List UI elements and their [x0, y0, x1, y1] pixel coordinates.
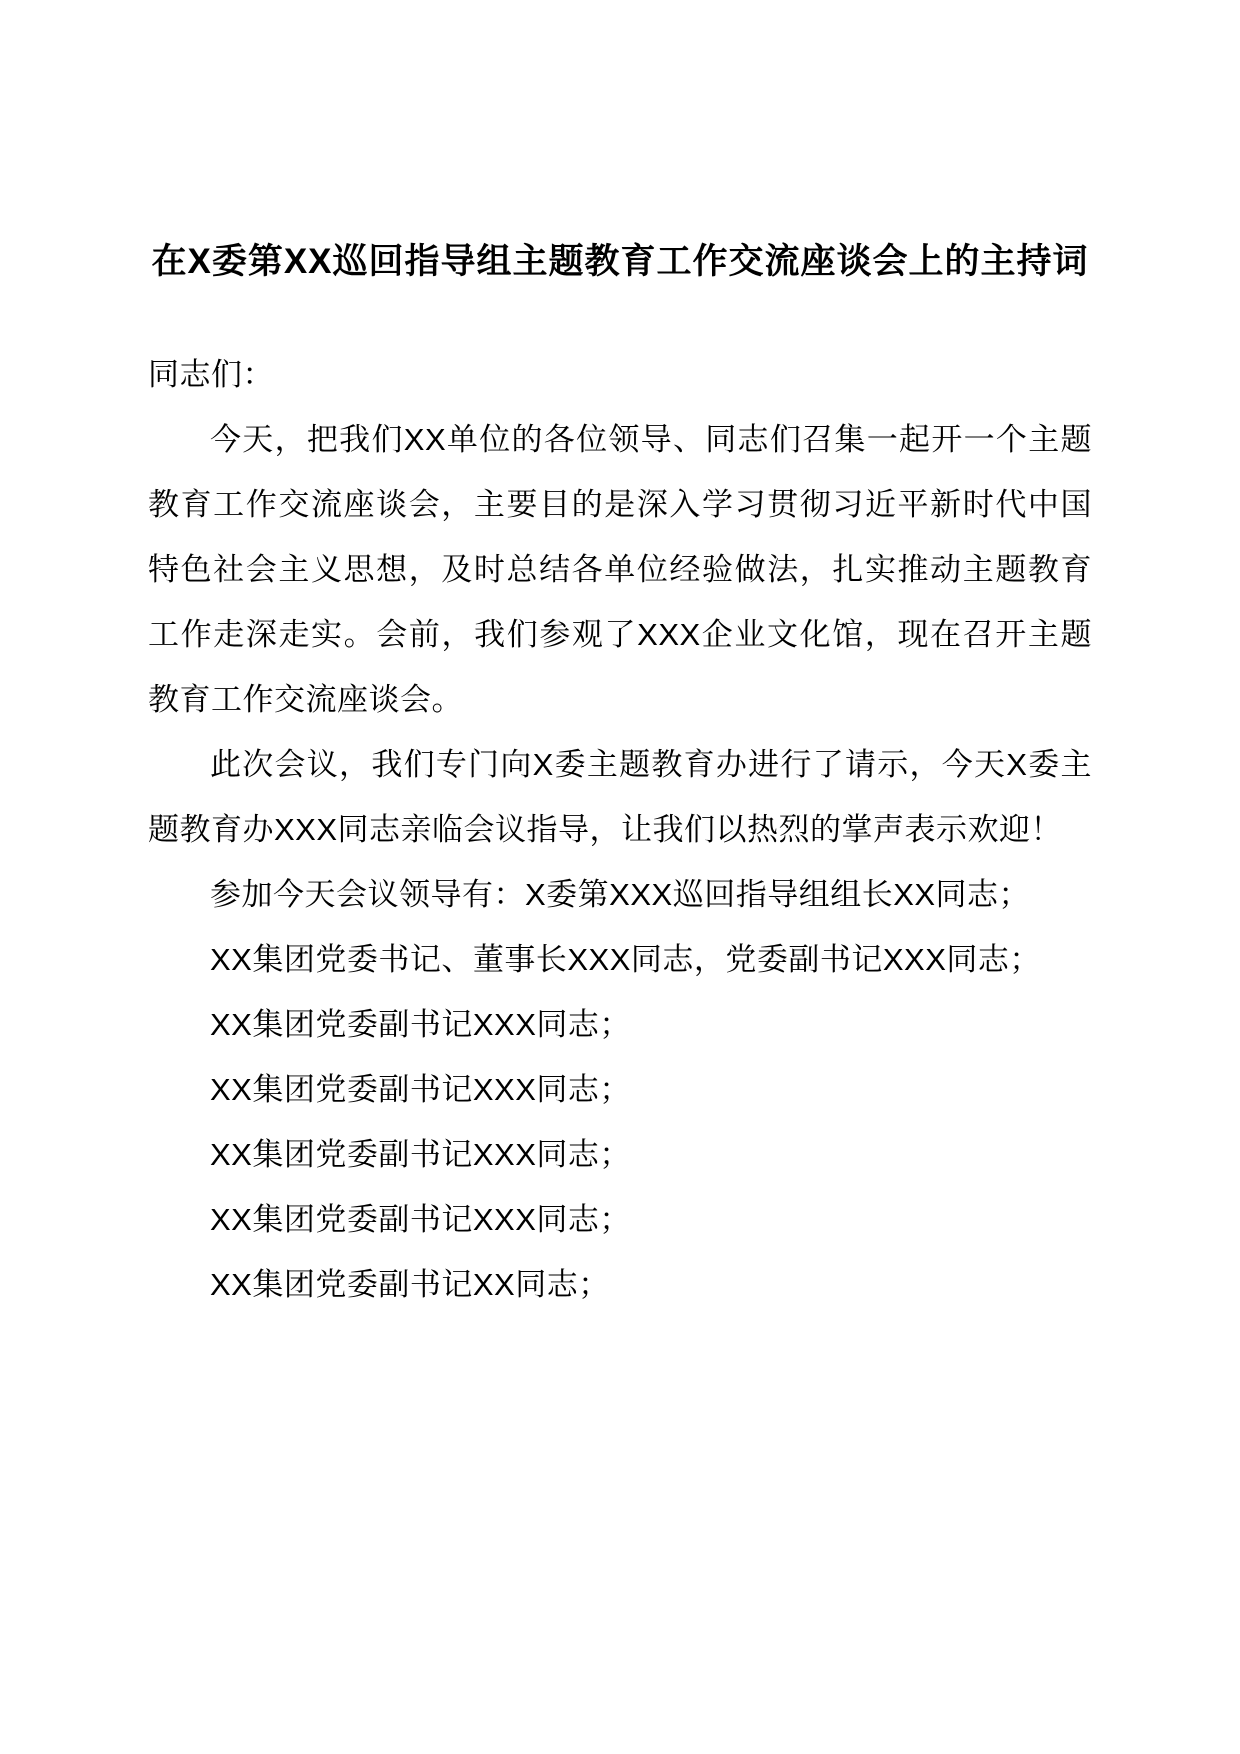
paragraph-meeting-request: 此次会议，我们专门向X委主题教育办进行了请示，今天X委主题教育办XXX同志亲临会议指导，让我们以热烈的掌声表示欢迎！ — [148, 747, 1092, 847]
paragraph-deputy-secretary-4: XX集团党委副书记XXX同志； — [210, 1202, 631, 1237]
paragraph-deputy-secretary-5: XX集团党委副书记XX同志； — [210, 1267, 610, 1302]
paragraph-attending-leaders: 参加今天会议领导有：X委第XXX巡回指导组组长XX同志； — [210, 877, 1031, 912]
paragraph-deputy-secretary-3: XX集团党委副书记XXX同志； — [210, 1137, 631, 1172]
salutation-line: 同志们： — [148, 357, 274, 392]
paragraph-opening: 今天，把我们XX单位的各位领导、同志们召集一起开一个主题教育工作交流座谈会，主要目的是深入学习贯彻习近平新时代中国特色社会主义思想，及时总结各单位经验做法，扎实推动主题教育工作走深走实。会前，我们参观了XXX企业文化馆，现在召开主题教育工作交流座谈会。 — [148, 422, 1092, 717]
paragraph-deputy-secretary-1: XX集团党委副书记XXX同志； — [210, 1007, 631, 1042]
paragraph-leader-secretary-chairman: XX集团党委书记、董事长XXX同志，党委副书记XXX同志； — [210, 942, 1041, 977]
paragraph-deputy-secretary-2: XX集团党委副书记XXX同志； — [210, 1072, 631, 1107]
document-title: 在X委第XX巡回指导组主题教育工作交流座谈会上的主持词 — [151, 242, 1089, 281]
